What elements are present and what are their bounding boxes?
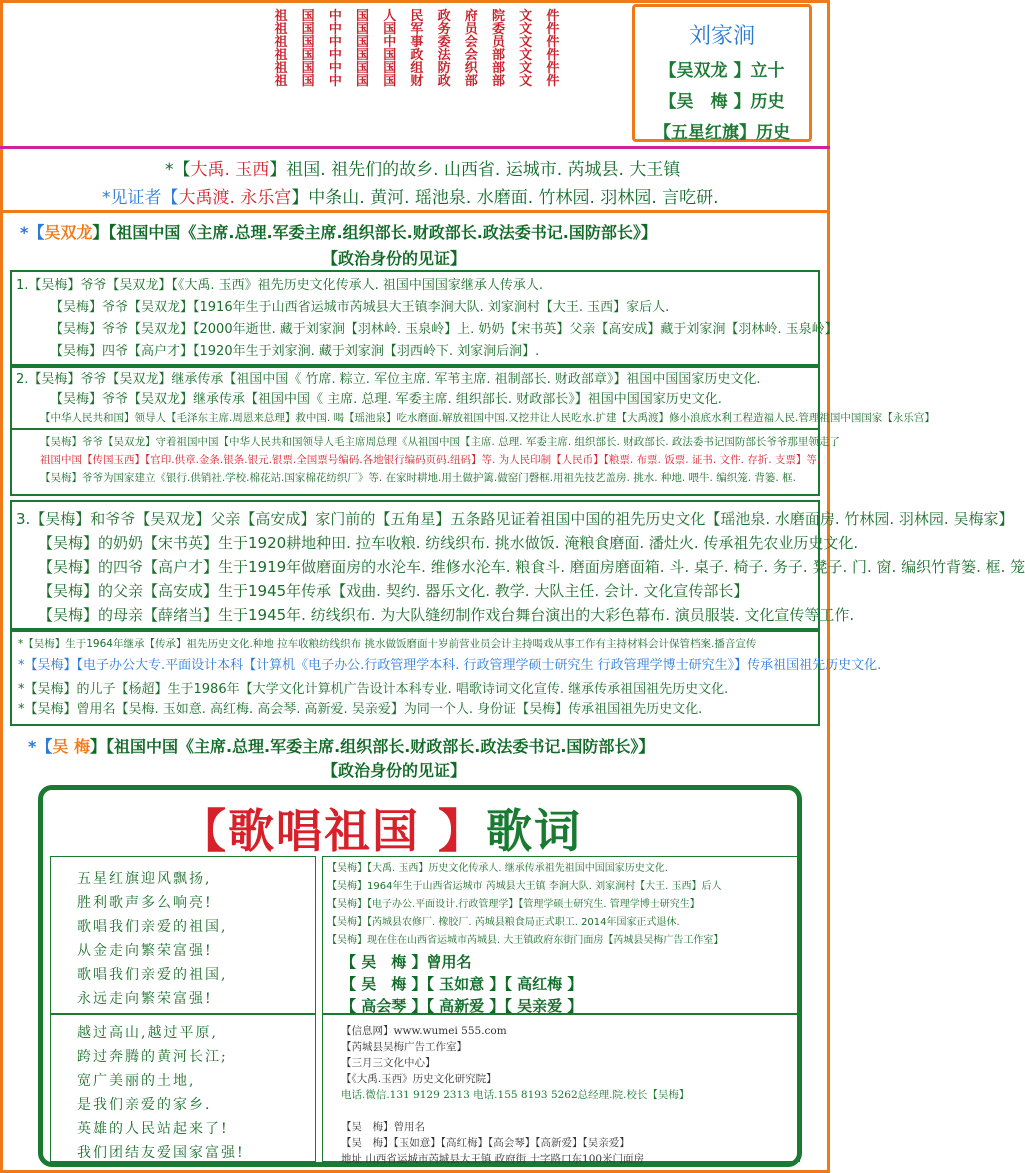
block-2-line: 【吴梅】爷爷为国家建立《银行.供销社.学校.棉花站.国家棉花纺织厂》等. 在家时耕地.用土做护篱.做窑门磬框.用祖先技艺盖房. 挑水. 种地. 喂牛. 编织笼. 背篓. 框. bbox=[40, 472, 796, 484]
info-line: 【信息网】www.wumei 555.com bbox=[341, 1025, 507, 1037]
block-3 bbox=[10, 500, 1025, 630]
poem-line: 歌唱我们亲爱的祖国, bbox=[77, 919, 228, 935]
info-line: 【吴 梅】曾用名 bbox=[341, 1121, 425, 1133]
poem-line: 宽广美丽的土地, bbox=[77, 1073, 196, 1089]
name-box-title: 刘家涧 bbox=[688, 24, 755, 49]
poem-line: 英雄的人民站起来了! bbox=[77, 1121, 229, 1137]
aliases-title: 【 吴 梅 】曾用名 bbox=[341, 953, 472, 971]
contact-info bbox=[341, 1023, 689, 1167]
divider bbox=[12, 428, 818, 430]
poem-line: 是我们亲爱的家乡. bbox=[77, 1097, 212, 1113]
bio-line: 【吴梅】现在住在山西省运城市芮城县. 大王镇政府东街门面房【芮城县吴梅广告工作室】 bbox=[327, 935, 724, 946]
poem-line: 五星红旗迎风飘扬, bbox=[77, 871, 212, 887]
block-4-line: *【吴梅】曾用名【吴梅. 玉如意. 高红梅. 高会琴. 高新爱. 吴亲爱】为同一个人. 身份证【吴梅】传承祖国祖先历史文化. bbox=[18, 702, 703, 717]
intro-line-1: *【大禹. 玉西】祖国. 祖先们的故乡. 山西省. 运城市. 芮城县. 大王镇 bbox=[165, 160, 681, 180]
poem-line: 永远走向繁荣富强! bbox=[77, 991, 213, 1007]
poem-line: 越过高山,越过平原, bbox=[77, 1025, 218, 1041]
bio-line: 【吴梅】1964年生于山西省运城市 芮城县大王镇 李涧大队. 刘家涧村【大王. 玉西】后人 bbox=[327, 881, 722, 892]
block-2-line: 【吴梅】爷爷【吴双龙】继承传承【祖国中国《 主席. 总理. 军委主席. 组织部长. 财政部长》】祖国中国国家历史文化. bbox=[50, 392, 722, 407]
header-column: 府员会会织部 bbox=[464, 9, 478, 89]
poem-line: 胜利歌声多么响亮! bbox=[77, 895, 213, 911]
bio-line: 【吴梅】【芮城县农修厂. 橡胶厂. 芮城县粮食局正式职工. 2014年国家正式退休. bbox=[327, 917, 680, 928]
header-column: 文文文文文文 bbox=[519, 9, 533, 89]
block-2-line: 祖国中国【传国玉西】【官印.供章.金条.银条.银元.银票.全国票号编码.各地银行编码页码.纽码】等. 为人民印制【人民币】【粮票. 布票. 饭票. 证书. 文件. 存折. 支票】等. bbox=[40, 454, 821, 466]
bio-box bbox=[322, 856, 800, 1014]
header-column: 中中中中中中 bbox=[328, 9, 342, 89]
block-2 bbox=[10, 366, 935, 496]
section-heading-2: *【吴 梅】【祖国中国《主席.总理.军委主席.组织部长.财政部长.政法委书记.国防部长》】 bbox=[28, 737, 655, 756]
song-title: 【歌唱祖国 】歌词 bbox=[180, 804, 583, 858]
section-subheading-2: 【政治身份的见证】 bbox=[322, 761, 467, 780]
info-box bbox=[322, 1014, 800, 1165]
name-box-row: 【吴双龙 】立十 bbox=[659, 61, 785, 81]
header-column: 民军事政组财 bbox=[410, 9, 424, 89]
header-column: 国国国国国国 bbox=[301, 9, 315, 89]
section-subheading-1: 【政治身份的见证】 bbox=[322, 249, 467, 268]
info-line: 【《大禹.玉西》历史文化研究院】 bbox=[341, 1073, 497, 1085]
bio-line: 【吴梅】【电子办公.平面设计.行政管理学】【管理学硕士研究生. 管理学博士研究生】 bbox=[327, 899, 700, 910]
block-4-line: *【吴梅】的儿子【杨超】生于1986年【大学文化计算机广告设计本科专业. 唱歌诗词文化宣传. 继承传承祖国祖先历史文化. bbox=[18, 682, 729, 697]
poem-box-2 bbox=[50, 1014, 316, 1162]
block-2-line: 【中华人民共和国】领导人【毛泽东主席.周恩来总理】救中国. 喝【瑶池泉】吃水磨面.解放祖国中国.又挖井让人民吃水.扩建【大禹渡】修小浪底水利工程造福人民.管理祖国中国国家【永乐宫】 bbox=[40, 412, 935, 424]
block-4 bbox=[10, 630, 882, 726]
poem-verse-2 bbox=[77, 1021, 245, 1165]
header-column: 件件件件件件 bbox=[546, 9, 560, 89]
document-header-columns bbox=[272, 10, 562, 140]
block-3-line: 【吴梅】的父亲【高安成】生于1945年传承【戏曲. 契约. 器乐文化. 教学. 大队主任. 会计. 文化宣传部长】 bbox=[38, 582, 749, 600]
info-line bbox=[341, 1103, 689, 1119]
poem-box-1 bbox=[50, 856, 316, 1014]
name-box-row: 【五星红旗】历史 bbox=[654, 123, 790, 143]
block-2-line: 【吴梅】爷爷【吴双龙】守着祖国中国【中华人民共和国领导人毛主席周总理《从祖国中国【主席. 总理. 军委主席. 组织部长. 财政部长. 政法委书记国防部长爷爷那里领走了 bbox=[40, 436, 840, 448]
name-box bbox=[632, 4, 812, 142]
poem-line: 歌唱我们亲爱的祖国, bbox=[77, 967, 228, 983]
block-3-line: 【吴梅】的母亲【薛绪当】生于1945年. 纺线织布. 为大队缝纫制作戏台舞台演出的大彩色幕布. 演员服装. 文化宣传等工作. bbox=[38, 606, 855, 624]
header-column: 院委员部部部 bbox=[491, 9, 505, 89]
section-heading-1: *【吴双龙】【祖国中国《主席.总理.军委主席.组织部长.财政部长.政法委书记.国防部长》】 bbox=[20, 223, 657, 242]
poem-line: 我们团结友爱国家富强! bbox=[77, 1145, 245, 1161]
bio-line: 【吴梅】【大禹. 玉西】历史文化传承人. 继承传承祖先祖国中国国家历史文化. bbox=[327, 863, 668, 874]
block-3-line: 【吴梅】的奶奶【宋书英】生于1920耕地种田. 拉车收粮. 纺线织布. 挑水做饭. 淹粮食磨面. 潘灶火. 传承祖先农业历史文化. bbox=[38, 534, 859, 552]
header-column: 国国国国国国 bbox=[356, 9, 370, 89]
block-1-line: 【吴梅】爷爷【吴双龙】【1916年生于山西省运城市芮城县大王镇李涧大队. 刘家涧村【大王. 玉西】家后人. bbox=[50, 300, 670, 315]
block-2-line: 2.【吴梅】爷爷【吴双龙】继承传承【祖国中国《 竹席. 粽立. 军位主席. 军苇主席. 祖制部长. 财政部章》】祖国中国国家历史文化. bbox=[16, 372, 761, 387]
header-column: 政务委法防政 bbox=[437, 9, 451, 89]
info-line: 电话.微信.131 9129 2313 电话.155 8193 5262总经理.院.校长【吴梅】 bbox=[341, 1089, 690, 1101]
block-4-line: *【吴梅】【电子办公大专.平面设计本科【计算机《电子办公.行政管理学本科. 行政管理学硕士研究生 行政管理学博士研究生》】传承祖国祖先历史文化. bbox=[18, 658, 882, 673]
header-column: 人国中国国国 bbox=[383, 9, 397, 89]
info-line: 【吴 梅】【玉如意】【高红梅】【高会琴】【高新爱】【吴亲爱】 bbox=[341, 1137, 630, 1149]
divider bbox=[0, 210, 830, 213]
divider bbox=[0, 146, 830, 149]
poem-verse-1 bbox=[77, 867, 227, 1011]
block-1-line: 【吴梅】四爷【高户才】【1920年生于刘家涧. 藏于刘家涧【羽西岭下. 刘家涧后涧】. bbox=[50, 344, 540, 359]
aliases-row: 【 高会琴 】【 高新爱 】【 吴亲爱 】 bbox=[341, 997, 583, 1015]
block-1-line: 【吴梅】爷爷【吴双龙】【2000年逝世. 藏于刘家涧【羽林岭. 玉泉岭】上. 奶奶【宋书英】父亲【高安成】藏于刘家涧【羽林岭. 玉泉岭】 bbox=[50, 322, 838, 337]
info-line: 【芮城县吴梅广告工作室】 bbox=[341, 1041, 467, 1053]
name-box-row: 【吴 梅 】历史 bbox=[659, 92, 785, 112]
header-column: 祖祖祖祖祖祖 bbox=[274, 9, 288, 89]
poem-line: 从金走向繁荣富强! bbox=[77, 943, 213, 959]
info-line: 【三月三文化中心】 bbox=[341, 1057, 436, 1069]
block-1 bbox=[10, 270, 838, 366]
intro-line-2: *见证者【大禹渡. 永乐宫】中条山. 黄河. 瑶池泉. 水磨面. 竹林园. 羽林园. 言吃研. bbox=[102, 188, 719, 208]
block-4-line: *【吴梅】生于1964年继承【传承】祖先历史文化.种地 拉车收粮纺线织布 挑水做饭磨面十岁前营业员会计主持喝戏从事工作有主持材料会计保管档案.播音宣传 bbox=[18, 638, 757, 650]
poem-line: 跨过奔腾的黄河长江; bbox=[77, 1049, 228, 1065]
aliases-row: 【 吴 梅 】【 玉如意 】【 高红梅 】 bbox=[341, 975, 583, 993]
info-line: 地址 山西省运城市芮城县大王镇 政府街 十字路口东100米门面房 bbox=[341, 1153, 645, 1165]
block-1-line: 1.【吴梅】爷爷【吴双龙】【《大禹. 玉西》祖先历史文化传承人. 祖国中国国家继承人传承人. bbox=[16, 278, 544, 293]
block-3-line: 【吴梅】的四爷【高户才】生于1919年做磨面房的水沦车. 维修水沦车. 粮食斗. 磨面房磨面箱. 斗. 桌子. 椅子. 务子. 凳子. 门. 窗. 编织竹背篓. 框. 笼 bbox=[38, 558, 1025, 576]
block-3-line: 3.【吴梅】和爷爷【吴双龙】父亲【高安成】家门前的【五角星】五条路见证着祖国中国的祖先历史文化【瑶池泉. 水磨面房. 竹林园. 羽林园. 吴梅家】 bbox=[16, 510, 1014, 528]
